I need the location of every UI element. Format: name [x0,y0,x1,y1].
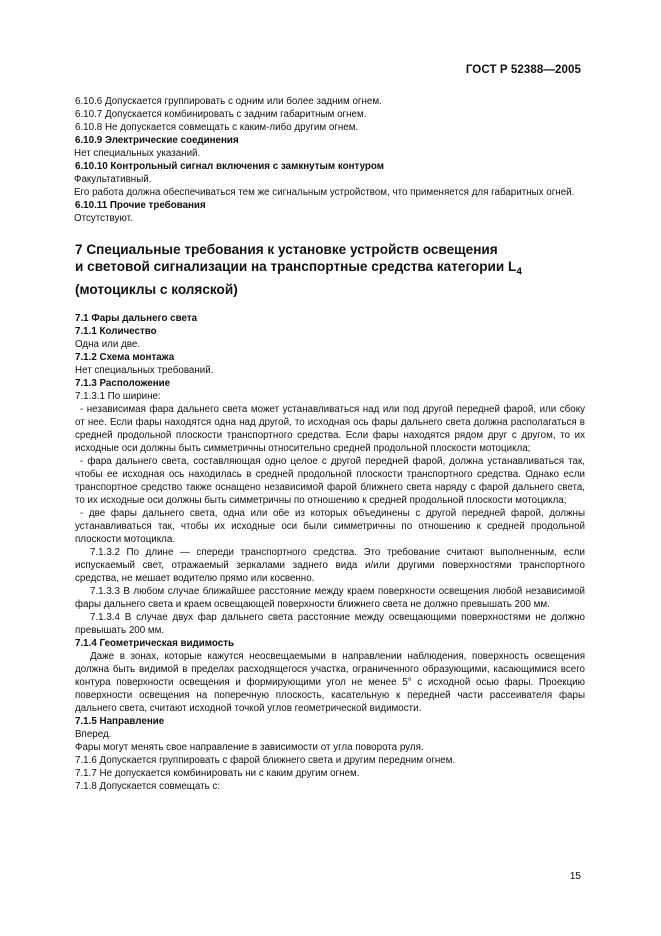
page-number: 15 [569,871,581,882]
heading-7-1-5 [75,715,585,728]
paragraph: 7.1.3.3 В любом случае ближайшее расстояние между краем поверхности освещения любой независимой фары дальнего света и краем освещающей поверхности ближнего света не должно превышать 200 мм. [75,585,585,610]
clause-title: Прочие требования [109,200,206,211]
clause-number: 7.1.2 [75,351,97,363]
clause-number: 7.1.4 [75,637,97,649]
clause-number: 7.1.5 [75,715,97,727]
clause-title: Количество [99,325,157,337]
clause-title: Электрические соединения [104,135,239,146]
section-title-text: и световой сигнализации на транспортные средства категории L [75,259,517,274]
clause-title: Расположение [99,377,171,389]
paragraph: Факультативный. [74,174,152,185]
paragraph: Его работа должна обеспечиваться тем же сигнальным устройством, что применяется для габаритных огней. [74,187,575,198]
clause-text: Допускается комбинировать с задним габаритным огнем. [104,109,367,120]
clause-6-10-8 [75,121,585,134]
paragraph: 7.1.3.2 По длине — спереди транспортного средства. Это требование считают выполненным, если испускаемый свет, отражаемый зеркалами заднего вида и/или другими поверхностями транспортного средства, не мешает водителю прямо или косвенно. [75,546,585,584]
document-header: ГОСТ Р 52388—2005 [465,64,581,76]
clause-6-10-6 [75,95,585,108]
paragraph: Отсутствуют. [74,213,133,224]
section-7-title [75,241,585,298]
paragraph: 7.1.3.4 В случае двух фар дальнего света расстояние между освещающими поверхностями не должно превышать 200 мм. [75,611,585,636]
clause-title: Фары дальнего света [91,312,198,324]
paragraph: Даже в зонах, которые кажутся неосвещаемыми в направлении наблюдения, поверхность освещения должна быть видимой в пределах расходящегося участка, ограниченного образующими, касающимися всего контура поверхности освещения и формирующими угол не менее 5° с исходной осью фары. Проекцию поверхности освещения на поперечную плоскость, касательную к передней части рассеивателя фары дальнего света, считают исходной точкой углов геометрической видимости. [75,650,585,714]
paragraph: Одна или две. [75,338,141,350]
section-title-line [75,258,585,281]
clause-6-10-7 [75,108,585,121]
clause-number: 7.1.3 [75,377,97,389]
clause-number: 6.10.10 [75,161,108,172]
paragraph: 7.1.3.1 По ширине: [75,390,161,402]
clause-number: 6.10.9 [75,135,103,146]
category-subscript: 4 [516,266,522,278]
clause-text: Не допускается совмещать с каким-либо другим огнем. [104,122,359,133]
clause-number: 6.10.6 [75,96,103,107]
heading-7-1-3 [75,377,585,390]
document-body [75,95,585,793]
heading-6-10-10 [75,160,585,173]
paragraph: - фара дальнего света, составляющая одно целое с другой передней фарой, должна устанавливаться так, чтобы ее исходная ось находилась в средней продольной плоскости транспортного средства. Однако если транспортное средство также оснащено независимой фарой ближнего света наряду с фарой дальнего света, то их исходные оси должны быть симметричны по отношению к средней продольной плоскости мотоцикла; [75,455,585,506]
heading-7-1-1 [75,325,585,338]
paragraph: Вперед. [75,728,112,740]
paragraph: - две фары дальнего света, одна или обе из которых объединены с другой передней фарой, должны устанавливаться так, чтобы их исходные оси были симметричны по отношению к средней продольной плоскости мотоцикла. [75,507,585,545]
paragraph: - независимая фара дальнего света может устанавливаться над или под другой передней фарой, или сбоку от нее. Если фары находятся одна над другой, то исходная ось фары дальнего света должна располагаться в средней продольной плоскости транспортного средства. Если фары находятся рядом друг с другом, то их исходные оси должны быть симметричны относительно средней продольной плоскости мотоцикла; [75,403,585,454]
section-title-line: (мотоциклы с коляской) [75,281,238,297]
clause-title: Контрольный сигнал включения с замкнутым контуром [110,161,384,172]
paragraph: Фары могут менять свое направление в зависимости от угла поворота руля. [75,741,424,753]
section-title-line: 7 Специальные требования к установке устройств освещения [75,242,498,257]
clause-title: Геометрическая видимость [99,637,235,649]
clause-title: Направление [99,715,165,727]
paragraph: 7.1.6 Допускается группировать с фарой ближнего света и другим передним огнем. [75,754,456,766]
clause-text: Допускается группировать с одним или более задним огнем. [104,96,382,107]
paragraph: 7.1.8 Допускается совмещать с: [75,780,221,792]
heading-6-10-11 [75,199,585,212]
heading-7-1-2 [75,351,585,364]
paragraph: 7.1.7 Не допускается комбинировать ни с каким другим огнем. [75,767,360,779]
clause-number: 7.1 [75,312,89,324]
paragraph: Нет специальных требований. [75,364,214,376]
clause-number: 6.10.11 [75,200,108,211]
heading-7-1 [75,312,585,325]
clause-number: 6.10.7 [75,109,103,120]
paragraph: Нет специальных указаний. [74,148,201,159]
heading-6-10-9 [75,134,585,147]
heading-7-1-4 [75,637,585,650]
clause-title: Схема монтажа [99,351,175,363]
clause-number: 6.10.8 [75,122,103,133]
clause-number: 7.1.1 [75,325,97,337]
